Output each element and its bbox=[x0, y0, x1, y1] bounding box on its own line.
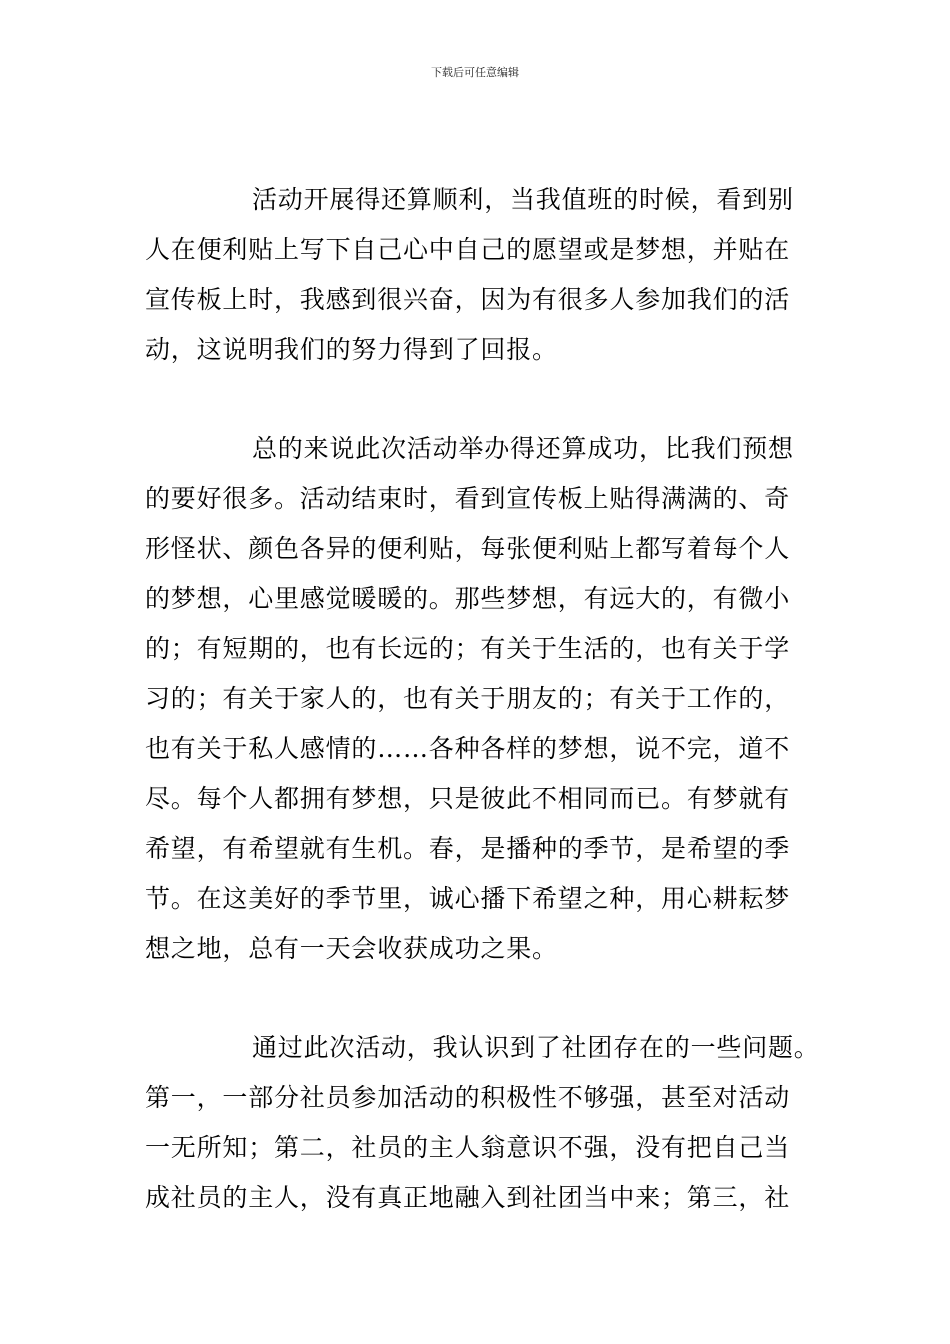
paragraph-line: 的梦想，心里感觉暖暖的。那些梦想，有远大的，有微小 bbox=[145, 584, 791, 613]
page-header: 下载后可任意编辑 bbox=[431, 66, 519, 79]
paragraph-line: 动，这说明我们的努力得到了回报。 bbox=[145, 335, 558, 364]
paragraph-line: 活动开展得还算顺利，当我值班的时候，看到别 bbox=[252, 185, 794, 214]
paragraph-line: 宣传板上时，我感到很兴奋，因为有很多人参加我们的活 bbox=[145, 285, 791, 314]
paragraph-line: 也有关于私人感情的……各种各样的梦想，说不完，道不 bbox=[145, 734, 791, 763]
paragraph-line: 的；有短期的，也有长远的；有关于生活的，也有关于学 bbox=[145, 634, 791, 663]
paragraph-line: 的要好很多。活动结束时，看到宣传板上贴得满满的、奇 bbox=[145, 484, 791, 513]
paragraph-1 bbox=[145, 175, 821, 375]
paragraph-line: 尽。每个人都拥有梦想，只是彼此不相同而已。有梦就有 bbox=[145, 784, 791, 813]
paragraph-line: 第一，一部分社员参加活动的积极性不够强，甚至对活动 bbox=[145, 1083, 791, 1112]
paragraph-line: 通过此次活动，我认识到了社团存在的一些问题。 bbox=[252, 1033, 820, 1062]
paragraph-2 bbox=[145, 424, 821, 974]
paragraph-line: 一无所知；第二，社员的主人翁意识不强，没有把自己当 bbox=[145, 1133, 791, 1162]
paragraph-line: 形怪状、颜色各异的便利贴，每张便利贴上都写着每个人 bbox=[145, 534, 791, 563]
paragraph-line: 想之地，总有一天会收获成功之果。 bbox=[145, 934, 558, 963]
paragraph-line: 希望，有希望就有生机。春，是播种的季节，是希望的季 bbox=[145, 834, 791, 863]
paragraph-line: 成社员的主人，没有真正地融入到社团当中来；第三，社 bbox=[145, 1183, 791, 1212]
paragraph-3 bbox=[145, 1023, 821, 1223]
paragraph-line: 人在便利贴上写下自己心中自己的愿望或是梦想，并贴在 bbox=[145, 235, 791, 264]
paragraph-line: 总的来说此次活动举办得还算成功，比我们预想 bbox=[252, 434, 794, 463]
paragraph-line: 节。在这美好的季节里，诚心播下希望之种，用心耕耘梦 bbox=[145, 884, 791, 913]
paragraph-line: 习的；有关于家人的，也有关于朋友的；有关于工作的， bbox=[145, 684, 791, 713]
